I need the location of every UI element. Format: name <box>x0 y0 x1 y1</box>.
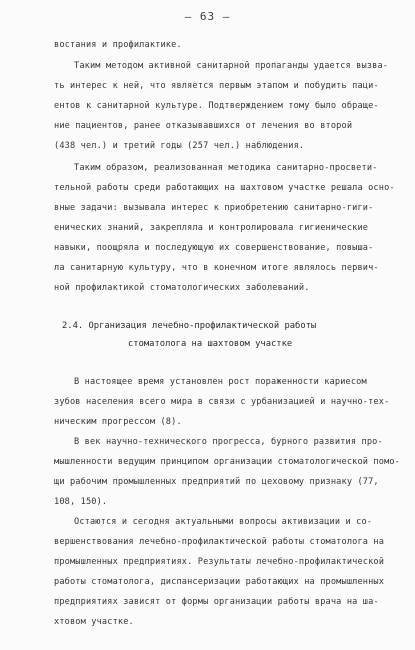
page-number: — 63 — <box>184 10 231 23</box>
text-line: ние пациентов, ранее отказывавшихся от лечения во второй <box>54 121 353 131</box>
text-line: работы стоматолога, диспансеризации работающих на промышленных <box>54 577 385 587</box>
text-line: зубов населения всего мира в связи с урбанизацией и научно-тех- <box>54 397 390 407</box>
text-line: Остаются и сегодня актуальными вопросы активизации и со- <box>74 517 373 527</box>
section-heading: 2.4. Организация лечебно-профилактической работы <box>62 321 317 331</box>
text-line: ла санитарную культуру, что в конечном итоге являлось первич- <box>54 263 379 273</box>
text-line: ентов к санитарной культуре. Подтверждением тому было обраще- <box>54 101 379 111</box>
text-line: мышленности ведущим принципом организации стоматологической помо- <box>54 457 401 467</box>
text-line: В век научно-технического прогресса, бурного развития про- <box>74 437 383 447</box>
text-line: Таким методом активной санитарной пропаганды удается вызва- <box>74 61 389 71</box>
text-line: промышленных предприятиях. Результаты лечебно-профилактической <box>54 557 385 567</box>
text-line: В настоящее время установлен рост пораженности кариесом <box>74 377 367 387</box>
text-line: предприятиях зависят от формы организации работы врача на ша- <box>54 597 379 607</box>
text-line: тельной работы среди работающих на шахтовом участке решала осно- <box>54 183 395 193</box>
text-line: вные задачи: вызывала интерес к приобретению санитарно-гиги- <box>54 203 374 213</box>
text-line: ническим прогрессом (8). <box>54 417 182 427</box>
text-line: навыки, поощряла и последующую их совершенствование, повыша- <box>54 243 374 253</box>
text-line: ной профилактикой стоматологических заболеваний. <box>54 283 310 293</box>
text-line: вершенствования лечебно-профилактической работы стоматолога на <box>54 537 385 547</box>
section-heading: стоматолога на шахтовом участке <box>128 339 293 349</box>
text-line: щи рабочим промышленных предприятий по цеховому признаку (77, <box>54 477 379 487</box>
text-line: ть интерес к ней, что является первым этапом и побудить паци- <box>54 81 379 91</box>
text-line: (438 чел.) и третий годы (257 чел.) наблюдения. <box>54 141 305 151</box>
text-line: востания и профилактике. <box>54 40 182 50</box>
text-line: 108, 150). <box>54 497 108 507</box>
text-line: Таким образом, реализованная методика санитарно-просвети- <box>74 163 378 173</box>
text-line: хтовом участке. <box>54 617 134 627</box>
text-line: енических знаний, закрепляла и контролировала гигиенические <box>54 223 369 233</box>
